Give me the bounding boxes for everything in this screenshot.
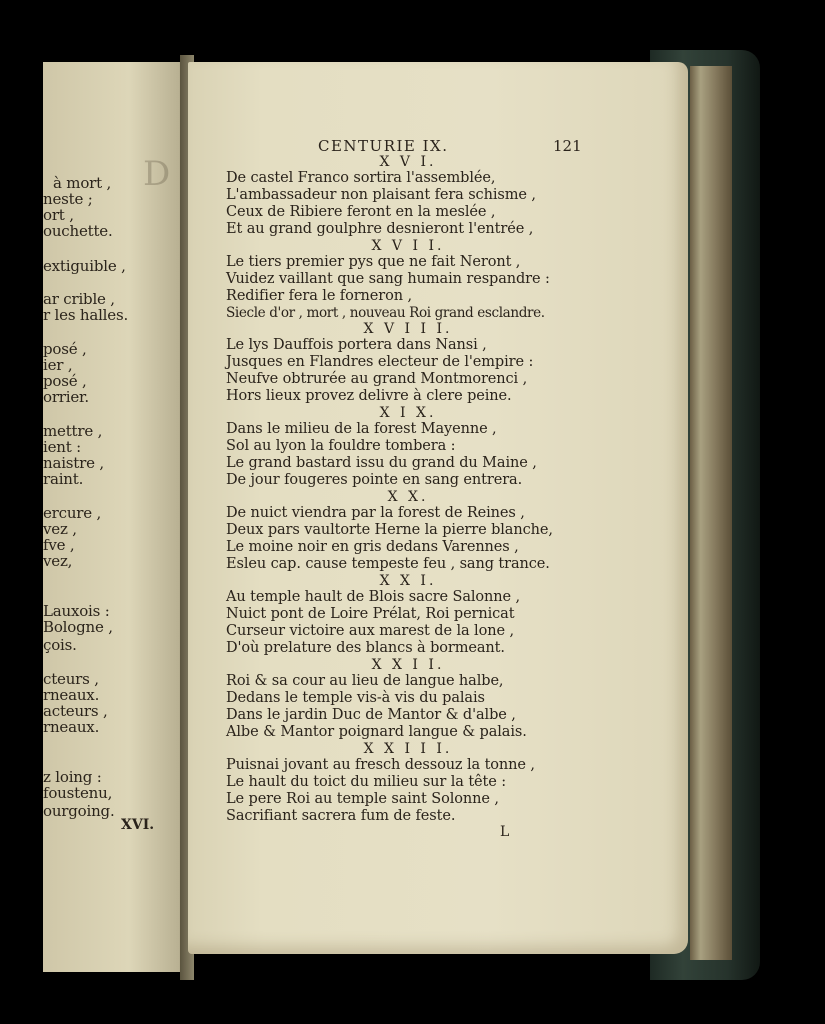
verse-line: Ceux de Ribiere feront en la meslée , xyxy=(226,204,496,220)
verse-line: Esleu cap. cause tempeste feu , sang trance. xyxy=(226,556,550,572)
quatrain-numeral: X V I I I. xyxy=(363,321,453,337)
left-line: neste ; xyxy=(43,190,93,208)
left-line: z loing : xyxy=(43,768,102,786)
left-line: rneaux. xyxy=(43,718,100,736)
verse-line: Le lys Dauffois portera dans Nansi , xyxy=(226,337,487,353)
left-line: ier , xyxy=(43,356,73,374)
verse-line: Sol au lyon la fouldre tombera : xyxy=(226,438,456,454)
left-line: ercure , xyxy=(43,504,102,522)
left-line: ar crible , xyxy=(43,290,115,308)
page-edges xyxy=(690,66,732,960)
verse-line: De jour fougeres pointe en sang entrera. xyxy=(226,472,523,488)
left-line: vez, xyxy=(43,552,73,570)
verse-line: Siecle d'or , mort , nouveau Roi grand esclandre. xyxy=(226,305,545,321)
left-line: vez , xyxy=(43,520,77,538)
left-line: fve , xyxy=(43,536,75,554)
quatrain-numeral: X V I. xyxy=(379,154,437,170)
verse-line: Albe & Mantor poignard langue & palais. xyxy=(226,724,527,740)
verse-line: Et au grand goulphre desnieront l'entrée , xyxy=(226,221,534,237)
verse-line: Le moine noir en gris dedans Varennes , xyxy=(226,539,519,555)
verse-line: Vuidez vaillant que sang humain respandre : xyxy=(226,271,550,287)
running-header: CENTURIE IX. xyxy=(318,137,449,155)
quatrain-numeral: X I X. xyxy=(379,405,437,421)
quatrain-numeral: X X I I. xyxy=(371,657,445,673)
quatrain-numeral: X X I I I. xyxy=(363,741,453,757)
verse-line: Au temple hault de Blois sacre Salonne , xyxy=(226,589,521,605)
signature-mark: L xyxy=(500,824,510,840)
left-line: acteurs , xyxy=(43,702,108,720)
verse-line: Redifier fera le forneron , xyxy=(226,288,412,304)
left-line: ourgoing. xyxy=(43,802,115,820)
verse-line: Hors lieux provez delivre à clere peine. xyxy=(226,388,512,404)
verse-line: Deux pars vaultorte Herne la pierre blanche, xyxy=(226,522,553,538)
verse-line: Puisnai jovant au fresch dessouz la tonne , xyxy=(226,757,535,773)
left-line: orrier. xyxy=(43,388,89,406)
verse-line: Le hault du toict du milieu sur la tête : xyxy=(226,774,507,790)
page-number: 121 xyxy=(553,137,582,155)
verse-line: Dans le jardin Duc de Mantor & d'albe , xyxy=(226,707,516,723)
left-line: cteurs , xyxy=(43,670,99,688)
verse-line: Roi & sa cour au lieu de langue halbe, xyxy=(226,673,504,689)
left-line: extiguible , xyxy=(43,257,126,275)
right-page xyxy=(188,62,688,954)
left-line: naistre , xyxy=(43,454,104,472)
left-line: raint. xyxy=(43,470,84,488)
verse-line: Curseur victoire aux marest de la lone , xyxy=(226,623,514,639)
verse-line: Jusques en Flandres electeur de l'empire : xyxy=(226,354,534,370)
verse-line: Le pere Roi au temple saint Solonne , xyxy=(226,791,499,807)
left-line: çois. xyxy=(43,636,77,654)
verse-line: De nuict viendra par la forest de Reines , xyxy=(226,505,525,521)
verse-line: De castel Franco sortira l'assemblée, xyxy=(226,170,496,186)
left-line: ort , xyxy=(43,206,74,224)
verse-line: Dedans le temple vis-à vis du palais xyxy=(226,690,485,706)
left-line: posé , xyxy=(43,340,87,358)
left-page xyxy=(43,62,186,972)
left-line: posé , xyxy=(43,372,87,390)
left-line: Bologne , xyxy=(43,618,113,636)
verse-line: Dans le milieu de la forest Mayenne , xyxy=(226,421,497,437)
verse-line: Le tiers premier pys que ne fait Neront , xyxy=(226,254,521,270)
quatrain-numeral: X X. xyxy=(387,489,429,505)
left-line: ient : xyxy=(43,438,81,456)
left-line: Lauxois : xyxy=(43,602,110,620)
left-line: à mort , xyxy=(53,174,112,192)
verse-line: Nuict pont de Loire Prélat, Roi pernicat xyxy=(226,606,515,622)
verse-line: D'où prelature des blancs à bormeant. xyxy=(226,640,505,656)
left-line: foustenu, xyxy=(43,784,113,802)
verse-line: Le grand bastard issu du grand du Maine , xyxy=(226,455,537,471)
left-line: mettre , xyxy=(43,422,103,440)
quatrain-numeral: X X I. xyxy=(379,573,437,589)
quatrain-numeral: X V I I. xyxy=(371,238,445,254)
left-line: ouchette. xyxy=(43,222,113,240)
verse-line: Neufve obtrurée au grand Montmorenci , xyxy=(226,371,528,387)
left-line: r les halles. xyxy=(43,306,129,324)
verse-line: Sacrifiant sacrera fum de feste. xyxy=(226,808,456,824)
verse-line: L'ambassadeur non plaisant fera schisme , xyxy=(226,187,536,203)
left-catchword: XVI. xyxy=(121,817,155,833)
left-line: rneaux. xyxy=(43,686,100,704)
bleed-through-initial: D xyxy=(143,154,171,194)
